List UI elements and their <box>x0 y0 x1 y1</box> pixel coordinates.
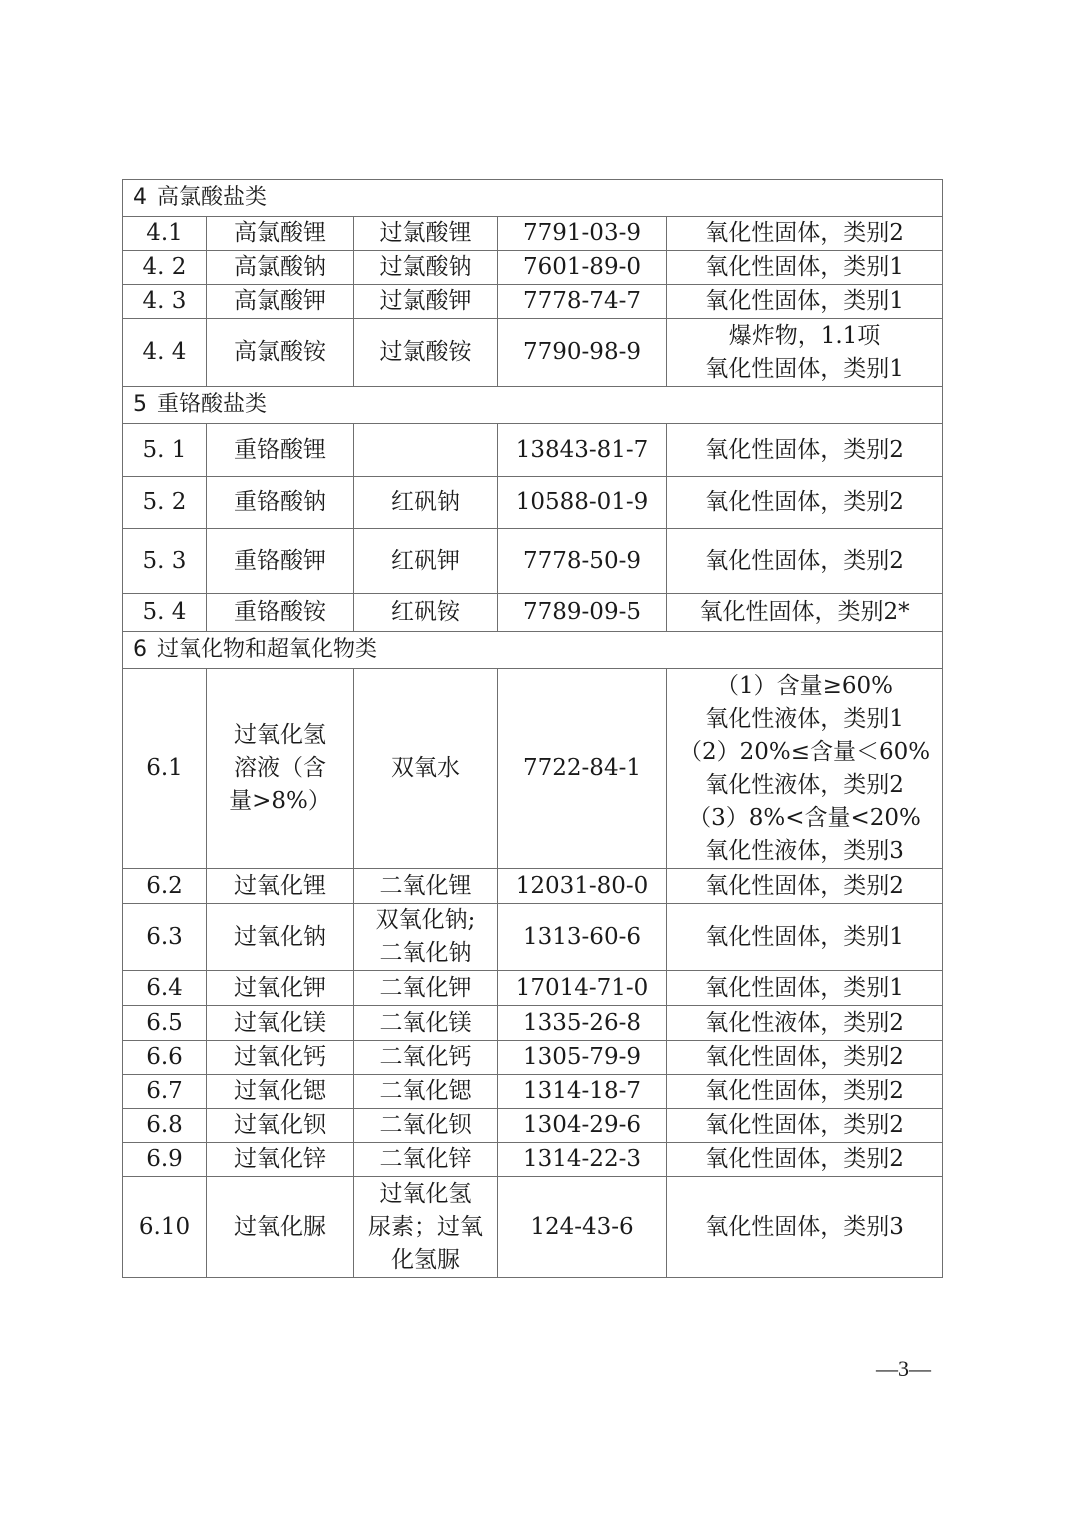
section-header-row <box>123 180 943 217</box>
alias-cell <box>354 1109 498 1143</box>
alias-line: 二氧化钙 <box>379 1044 472 1070</box>
table-row <box>123 1109 943 1143</box>
section-header-cell <box>123 180 943 217</box>
alias-line: 过氯酸钾 <box>379 288 472 314</box>
chemical-name-line: 过氧化锌 <box>234 1146 326 1172</box>
hazard-class-line: 氧化性固体，类别2 <box>705 1112 904 1138</box>
item-number-cell: 6.8 <box>123 1109 207 1143</box>
hazard-class-line: 氧化性液体，类别3 <box>705 837 904 864</box>
item-number-cell: 6.9 <box>123 1143 207 1177</box>
hazard-class-cell <box>667 1075 943 1109</box>
item-number-cell: 6.4 <box>123 971 207 1006</box>
cas-number-cell: 10588-01-9 <box>498 477 667 529</box>
section-number: 4 <box>133 185 147 210</box>
chemical-name-line: 高氯酸钠 <box>234 254 326 280</box>
table-row <box>123 319 943 387</box>
chemical-name-line: 量>8%） <box>229 788 331 814</box>
item-number-cell: 6.2 <box>123 869 207 904</box>
cas-number-cell: 12031-80-0 <box>498 869 667 904</box>
cas-number-cell: 17014-71-0 <box>498 971 667 1006</box>
alias-line: 二氧化锶 <box>379 1078 472 1104</box>
cas-number-cell: 7601-89-0 <box>498 251 667 285</box>
chemical-name-cell <box>207 869 354 904</box>
alias-cell <box>354 669 498 869</box>
hazard-class-line: 氧化性固体，类别2 <box>705 872 904 899</box>
hazard-class-cell <box>667 1143 943 1177</box>
alias-cell <box>354 1177 498 1278</box>
chemical-name-cell <box>207 477 354 529</box>
chemical-name-line: 溶液（含 <box>234 755 326 781</box>
chemical-name-line: 过氧化钠 <box>234 923 326 950</box>
cas-number-cell: 1314-22-3 <box>498 1143 667 1177</box>
hazard-class-cell <box>667 904 943 971</box>
chemical-name-line: 过氧化钡 <box>234 1112 326 1138</box>
hazard-class-line: 氧化性固体，类别2 <box>705 547 904 574</box>
item-number-cell: 4.1 <box>123 217 207 251</box>
alias-line: 过氯酸锂 <box>379 220 472 246</box>
hazard-class-line: 爆炸物，1.1项 <box>728 322 881 349</box>
item-number-cell: 5. 1 <box>123 424 207 477</box>
cas-number-cell: 1313-60-6 <box>498 904 667 971</box>
cas-number-cell: 1304-29-6 <box>498 1109 667 1143</box>
chemical-name-cell <box>207 904 354 971</box>
cas-number-cell: 7778-74-7 <box>498 285 667 319</box>
hazard-class-cell <box>667 669 943 869</box>
table-row <box>123 1177 943 1278</box>
chemical-name-cell <box>207 669 354 869</box>
hazard-class-cell <box>667 1006 943 1041</box>
cas-number-cell: 7789-09-5 <box>498 594 667 632</box>
table-row <box>123 669 943 869</box>
chemical-name-line: 过氧化脲 <box>234 1213 326 1240</box>
alias-cell <box>354 217 498 251</box>
hazard-class-cell <box>667 285 943 319</box>
alias-cell <box>354 1143 498 1177</box>
section-header-cell <box>123 632 943 669</box>
alias-line: 红矾钠 <box>391 489 460 515</box>
hazard-class-cell <box>667 217 943 251</box>
alias-line: 二氧化钾 <box>379 974 472 1001</box>
alias-cell <box>354 529 498 594</box>
chemical-name-cell <box>207 319 354 387</box>
hazard-class-line: 氧化性固体，类别2 <box>705 1146 904 1172</box>
table-row <box>123 1041 943 1075</box>
item-number-cell: 4. 4 <box>123 319 207 387</box>
alias-line: 二氧化锂 <box>379 872 472 899</box>
table-body <box>123 180 943 1278</box>
table-row <box>123 285 943 319</box>
hazard-class-cell <box>667 424 943 477</box>
hazard-class-line: （2）20%≤含量＜60% <box>678 738 931 765</box>
cas-number-cell: 7790-98-9 <box>498 319 667 387</box>
hazard-class-cell <box>667 869 943 904</box>
chemical-name-line: 过氧化钙 <box>234 1044 326 1070</box>
item-number-cell: 6.1 <box>123 669 207 869</box>
alias-line: 化氢脲 <box>391 1246 460 1273</box>
cas-number-cell: 1305-79-9 <box>498 1041 667 1075</box>
chemical-name-cell <box>207 594 354 632</box>
item-number-cell: 4. 2 <box>123 251 207 285</box>
chemical-name-cell <box>207 424 354 477</box>
chemical-name-cell <box>207 251 354 285</box>
item-number-cell: 6.6 <box>123 1041 207 1075</box>
cas-number-cell: 7722-84-1 <box>498 669 667 869</box>
alias-cell <box>354 1075 498 1109</box>
hazard-class-line: （3）8%<含量<20% <box>688 804 921 831</box>
chemical-name-line: 高氯酸铵 <box>234 339 326 365</box>
hazard-class-line: 氧化性固体，类别1 <box>705 288 904 314</box>
table-row <box>123 1143 943 1177</box>
hazardous-chemicals-table <box>122 179 943 1278</box>
chemical-name-line: 过氧化钾 <box>234 974 326 1001</box>
alias-cell <box>354 869 498 904</box>
hazard-class-line: （1）含量≥60% <box>716 672 894 699</box>
section-number: 6 <box>133 637 147 662</box>
hazard-class-cell <box>667 529 943 594</box>
cas-number-cell: 1314-18-7 <box>498 1075 667 1109</box>
alias-line: 红矾钾 <box>391 547 460 574</box>
table-row <box>123 971 943 1006</box>
hazard-class-line: 氧化性液体，类别2 <box>705 1009 904 1036</box>
hazard-class-cell <box>667 971 943 1006</box>
item-number-cell: 5. 2 <box>123 477 207 529</box>
alias-line: 过氯酸钠 <box>379 254 472 280</box>
item-number-cell: 6.5 <box>123 1006 207 1041</box>
alias-line: 二氧化钡 <box>379 1112 472 1138</box>
alias-cell <box>354 424 498 477</box>
hazard-class-cell <box>667 594 943 632</box>
table-row <box>123 869 943 904</box>
section-header-cell <box>123 387 943 424</box>
chemical-name-line: 过氧化锂 <box>234 872 326 899</box>
hazard-class-line: 氧化性固体，类别2 <box>705 1078 904 1104</box>
hazard-class-line: 氧化性固体，类别1 <box>705 923 904 950</box>
table-row <box>123 1075 943 1109</box>
hazard-class-line: 氧化性固体，类别1 <box>705 355 904 382</box>
page-number: —3— <box>876 1356 931 1381</box>
chemical-name-cell <box>207 1041 354 1075</box>
section-header-row <box>123 387 943 424</box>
alias-line: 过氧化氢 <box>379 1180 472 1207</box>
hazard-class-line: 氧化性固体，类别1 <box>705 254 904 280</box>
hazard-class-line: 氧化性液体，类别2 <box>705 771 904 798</box>
alias-cell <box>354 251 498 285</box>
alias-cell <box>354 1006 498 1041</box>
alias-cell <box>354 285 498 319</box>
item-number-cell: 4. 3 <box>123 285 207 319</box>
table-row <box>123 251 943 285</box>
chemical-name-cell <box>207 285 354 319</box>
hazard-class-cell <box>667 1109 943 1143</box>
item-number-cell: 6.7 <box>123 1075 207 1109</box>
cas-number-cell: 124-43-6 <box>498 1177 667 1278</box>
table-row <box>123 477 943 529</box>
chemical-name-cell <box>207 217 354 251</box>
chemical-name-cell <box>207 1177 354 1278</box>
item-number-cell: 6.3 <box>123 904 207 971</box>
chemical-name-line: 重铬酸铵 <box>234 599 326 625</box>
hazard-class-line: 氧化性固体，类别2* <box>699 599 910 625</box>
cas-number-cell: 7791-03-9 <box>498 217 667 251</box>
hazard-class-cell <box>667 1041 943 1075</box>
hazard-class-cell <box>667 319 943 387</box>
chemical-name-cell <box>207 1075 354 1109</box>
hazard-class-cell <box>667 1177 943 1278</box>
alias-cell <box>354 477 498 529</box>
alias-line: 尿素；过氧 <box>368 1213 483 1240</box>
section-title: 高氯酸盐类 <box>157 185 268 210</box>
table-row <box>123 217 943 251</box>
alias-cell <box>354 319 498 387</box>
hazard-class-line: 氧化性固体，类别2 <box>705 1044 904 1070</box>
chemical-name-cell <box>207 1109 354 1143</box>
chemical-name-line: 过氧化氢 <box>234 722 326 748</box>
hazard-class-line: 氧化性固体，类别3 <box>705 1213 904 1240</box>
section-header-row <box>123 632 943 669</box>
alias-line: 二氧化锌 <box>379 1146 472 1172</box>
section-title: 过氧化物和超氧化物类 <box>157 637 378 662</box>
chemical-name-line: 高氯酸钾 <box>234 288 326 314</box>
cas-number-cell: 1335-26-8 <box>498 1006 667 1041</box>
alias-line: 双氧水 <box>391 755 460 781</box>
chemical-name-line: 过氧化锶 <box>234 1078 326 1104</box>
item-number-cell: 5. 3 <box>123 529 207 594</box>
table-row <box>123 594 943 632</box>
chemical-name-cell <box>207 1143 354 1177</box>
item-number-cell: 5. 4 <box>123 594 207 632</box>
chemical-name-line: 高氯酸锂 <box>234 220 326 246</box>
alias-line: 双氧化钠; <box>375 907 476 933</box>
alias-line: 二氧化钠 <box>379 940 472 966</box>
hazard-class-line: 氧化性固体，类别2 <box>705 489 904 515</box>
chemical-name-line: 重铬酸锂 <box>234 436 326 463</box>
cas-number-cell: 13843-81-7 <box>498 424 667 477</box>
chemical-name-line: 重铬酸钠 <box>234 489 326 515</box>
hazard-class-line: 氧化性固体，类别2 <box>705 436 904 463</box>
table-row <box>123 424 943 477</box>
chemical-name-cell <box>207 971 354 1006</box>
hazard-class-cell <box>667 477 943 529</box>
alias-cell <box>354 1041 498 1075</box>
alias-cell <box>354 904 498 971</box>
hazard-class-line: 氧化性液体，类别1 <box>705 705 904 732</box>
alias-line: 过氯酸铵 <box>379 339 472 365</box>
alias-cell <box>354 594 498 632</box>
section-title: 重铬酸盐类 <box>157 392 268 417</box>
alias-line: 红矾铵 <box>391 599 460 625</box>
table-row <box>123 1006 943 1041</box>
chemical-name-cell <box>207 1006 354 1041</box>
chemical-name-line: 过氧化镁 <box>234 1009 326 1036</box>
chemical-name-cell <box>207 529 354 594</box>
item-number-cell: 6.10 <box>123 1177 207 1278</box>
table-row <box>123 529 943 594</box>
hazard-class-line: 氧化性固体，类别2 <box>705 220 904 246</box>
chemical-name-line: 重铬酸钾 <box>234 547 326 574</box>
alias-cell <box>354 971 498 1006</box>
hazard-class-cell <box>667 251 943 285</box>
section-number: 5 <box>133 392 147 417</box>
table-row <box>123 904 943 971</box>
cas-number-cell: 7778-50-9 <box>498 529 667 594</box>
hazard-class-line: 氧化性固体，类别1 <box>705 974 904 1001</box>
alias-line: 二氧化镁 <box>379 1009 472 1036</box>
